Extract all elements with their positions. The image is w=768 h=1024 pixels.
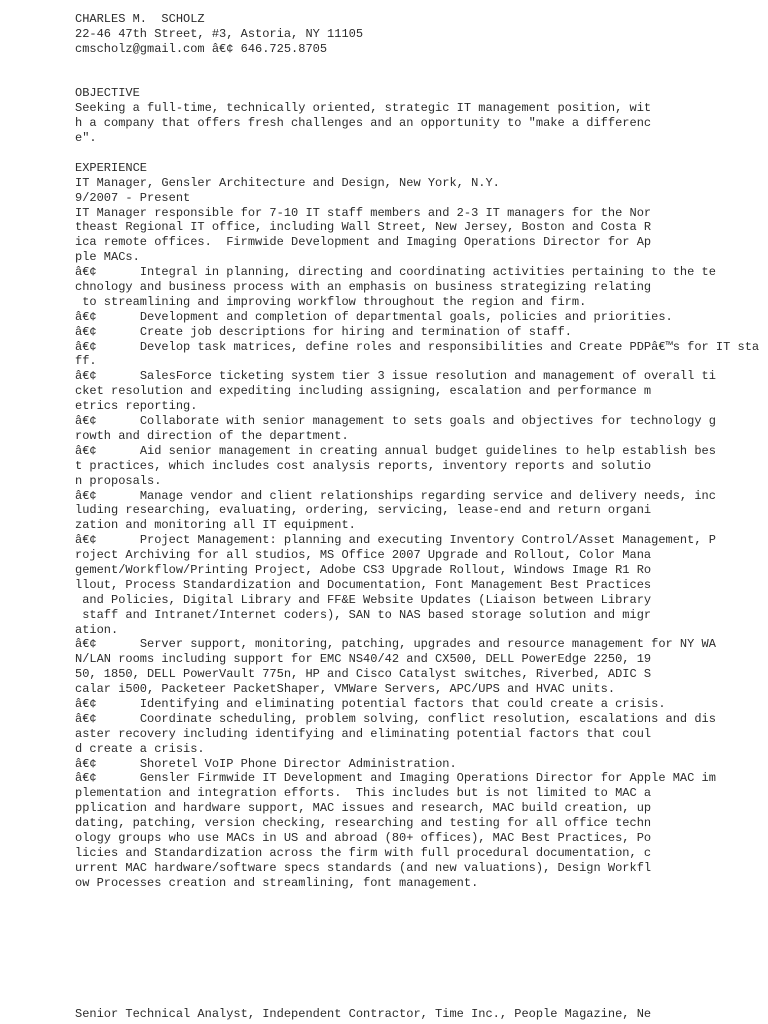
bullet-continuation-line: ow Processes creation and streamlining, font management.	[75, 875, 479, 890]
objective-heading: OBJECTIVE	[75, 86, 140, 101]
bullet-text: Shoretel VoIP Phone Director Administration.	[139, 756, 457, 771]
bullet-continuation-line: ation.	[75, 622, 119, 637]
bullet-text: Integral in planning, directing and coordinating activities pertaining to the te	[139, 265, 716, 280]
responsibility-item	[75, 340, 768, 370]
bullet-marker: â€¢	[75, 414, 97, 429]
bullet-first-line	[75, 340, 768, 355]
responsibility-item	[75, 533, 768, 637]
responsibility-item	[75, 712, 768, 757]
spacer	[75, 146, 768, 161]
bullet-first-line	[75, 533, 768, 548]
bullet-text: Development and completion of departmental goals, policies and priorities.	[139, 309, 673, 324]
bullet-first-line	[75, 637, 768, 652]
bullet-text: Server support, monitoring, patching, upgrades and resource management for NY WA	[139, 637, 716, 652]
candidate-name: CHARLES M. SCHOLZ	[75, 12, 205, 26]
bullet-continuation-line: plementation and integration efforts. This includes but is not limited to MAC a	[75, 786, 652, 801]
bullet-continuation-line: n proposals.	[75, 473, 162, 488]
bullet-marker: â€¢	[75, 309, 97, 324]
bullet-continuation-line: pplication and hardware support, MAC issues and research, MAC build creation, up	[75, 801, 652, 816]
bullet-marker: â€¢	[75, 637, 97, 652]
bullet-marker: â€¢	[75, 369, 97, 384]
bullet-continuation-line: dating, patching, version checking, researching and testing for all office techn	[75, 816, 652, 831]
bullet-first-line	[75, 444, 768, 459]
job-title: IT Manager, Gensler Architecture and Design, New York, N.Y.	[75, 175, 500, 190]
bullet-text: Create job descriptions for hiring and termination of staff.	[139, 324, 572, 339]
responsibility-item	[75, 444, 768, 489]
responsibility-item	[75, 757, 768, 772]
summary-line: ple MACs.	[75, 250, 140, 265]
bullet-continuation-line: licies and Standardization across the firm with full procedural documentation, c	[75, 845, 652, 860]
bullet-first-line	[75, 771, 768, 786]
job-dates: 9/2007 - Present	[75, 190, 191, 205]
bullet-continuation-line: luding researching, evaluating, ordering, servicing, lease-end and return organi	[75, 503, 652, 518]
responsibility-item	[75, 771, 768, 890]
responsibility-item	[75, 697, 768, 712]
bullet-continuation-line: aster recovery including identifying and eliminating potential factors that coul	[75, 726, 652, 741]
bullet-text: Gensler Firmwide IT Development and Imaging Operations Director for Apple MAC im	[139, 771, 716, 786]
bullet-continuation-line: 50, 1850, DELL PowerVault 775n, HP and Cisco Catalyst switches, Riverbed, ADIC S	[75, 667, 652, 682]
bullet-first-line	[75, 489, 768, 504]
objective-line: e".	[75, 131, 97, 146]
responsibility-item	[75, 369, 768, 414]
bullet-continuation-line: chnology and business process with an emphasis on business strategizing relating	[75, 280, 652, 295]
summary-line: theast Regional IT office, including Wall Street, New Jersey, Boston and Costa R	[75, 220, 652, 235]
bullet-marker: â€¢	[75, 696, 97, 711]
responsibility-item	[75, 310, 768, 325]
bullet-marker: â€¢	[75, 339, 97, 354]
bullet-text: Project Management: planning and executing Inventory Control/Asset Management, P	[139, 533, 716, 548]
bullet-continuation-line: and Policies, Digital Library and FF&E Website Updates (Liaison between Library	[75, 592, 652, 607]
bullet-continuation-line: calar i500, Packeteer PacketShaper, VMWare Servers, APC/UPS and HVAC units.	[75, 682, 616, 697]
bullet-first-line	[75, 325, 768, 340]
bullet-continuation-line: d create a crisis.	[75, 741, 205, 756]
bullet-text: Coordinate scheduling, problem solving, conflict resolution, escalations and dis	[139, 711, 716, 726]
bullet-text: Identifying and eliminating potential factors that could create a crisis.	[139, 696, 666, 711]
bullet-first-line	[75, 414, 768, 429]
bullet-continuation-line: urrent MAC hardware/software specs standards (and new valuations), Design Workfl	[75, 860, 652, 875]
bullet-continuation-line: roject Archiving for all studios, MS Office 2007 Upgrade and Rollout, Color Mana	[75, 548, 652, 563]
objective-line: Seeking a full-time, technically oriented, strategic IT management position, wit	[75, 101, 652, 116]
summary-line: ica remote offices. Firmwide Development and Imaging Operations Director for Ap	[75, 235, 652, 250]
candidate-address: 22-46 47th Street, #3, Astoria, NY 11105	[75, 26, 364, 41]
bullet-first-line	[75, 265, 768, 280]
responsibility-item	[75, 489, 768, 534]
bullet-marker: â€¢	[75, 711, 97, 726]
bullet-text: Manage vendor and client relationships regarding service and delivery needs, inc	[139, 488, 716, 503]
bullet-first-line	[75, 697, 768, 712]
bullet-marker: â€¢	[75, 265, 97, 280]
objective-text	[75, 101, 768, 146]
experience-heading: EXPERIENCE	[75, 160, 148, 175]
bullet-continuation-line: N/LAN rooms including support for EMC NS40/42 and CX500, DELL PowerEdge 2250, 19	[75, 652, 652, 667]
objective-line: h a company that offers fresh challenges and an opportunity to "make a differenc	[75, 116, 652, 131]
bullet-continuation-line: staff and Intranet/Internet coders), SAN to NAS based storage solution and migr	[75, 607, 652, 622]
candidate-contact: cmscholz@gmail.com â€¢ 646.725.8705	[75, 41, 328, 56]
bullet-continuation-line: ology groups who use MACs in US and abroad (80+ offices), MAC Best Practices, Po	[75, 830, 652, 845]
responsibility-item	[75, 637, 768, 697]
spacer	[75, 57, 768, 72]
bullet-continuation-line: cket resolution and expediting including assigning, escalation and performance m	[75, 384, 652, 399]
spacer	[75, 72, 768, 87]
bullet-marker: â€¢	[75, 533, 97, 548]
bullet-text: SalesForce ticketing system tier 3 issue resolution and management of overall ti	[139, 369, 716, 384]
bullet-first-line	[75, 757, 768, 772]
bullet-marker: â€¢	[75, 771, 97, 786]
responsibility-item	[75, 414, 768, 444]
resume-document	[75, 12, 768, 891]
bullet-continuation-line: etrics reporting.	[75, 399, 198, 414]
bullet-continuation-line: to streamlining and improving workflow throughout the region and firm.	[75, 294, 587, 309]
responsibility-list	[75, 265, 768, 890]
bullet-continuation-line: ff.	[75, 354, 97, 369]
next-job-title: Senior Technical Analyst, Independent Contractor, Time Inc., People Magazine, Ne	[75, 1007, 652, 1021]
bullet-text: Collaborate with senior management to sets goals and objectives for technology g	[139, 414, 716, 429]
bullet-first-line	[75, 369, 768, 384]
bullet-marker: â€¢	[75, 443, 97, 458]
bullet-continuation-line: rowth and direction of the department.	[75, 428, 349, 443]
bullet-continuation-line: zation and monitoring all IT equipment.	[75, 518, 356, 533]
bullet-first-line	[75, 712, 768, 727]
bullet-marker: â€¢	[75, 488, 97, 503]
bullet-continuation-line: gement/Workflow/Printing Project, Adobe CS3 Upgrade Rollout, Windows Image R1 Ro	[75, 562, 652, 577]
responsibility-item	[75, 265, 768, 310]
summary-line: IT Manager responsible for 7-10 IT staff members and 2-3 IT managers for the Nor	[75, 205, 652, 220]
bullet-continuation-line: llout, Process Standardization and Documentation, Font Management Best Practices	[75, 577, 652, 592]
bullet-marker: â€¢	[75, 324, 97, 339]
bullet-text: Aid senior management in creating annual budget guidelines to help establish bes	[139, 443, 716, 458]
bullet-marker: â€¢	[75, 756, 97, 771]
responsibility-item	[75, 325, 768, 340]
bullet-first-line	[75, 310, 768, 325]
bullet-text: Develop task matrices, define roles and responsibilities and Create PDPâ€™s for IT sta	[139, 339, 760, 354]
job-summary	[75, 206, 768, 266]
bullet-continuation-line: t practices, which includes cost analysis reports, inventory reports and solutio	[75, 458, 652, 473]
